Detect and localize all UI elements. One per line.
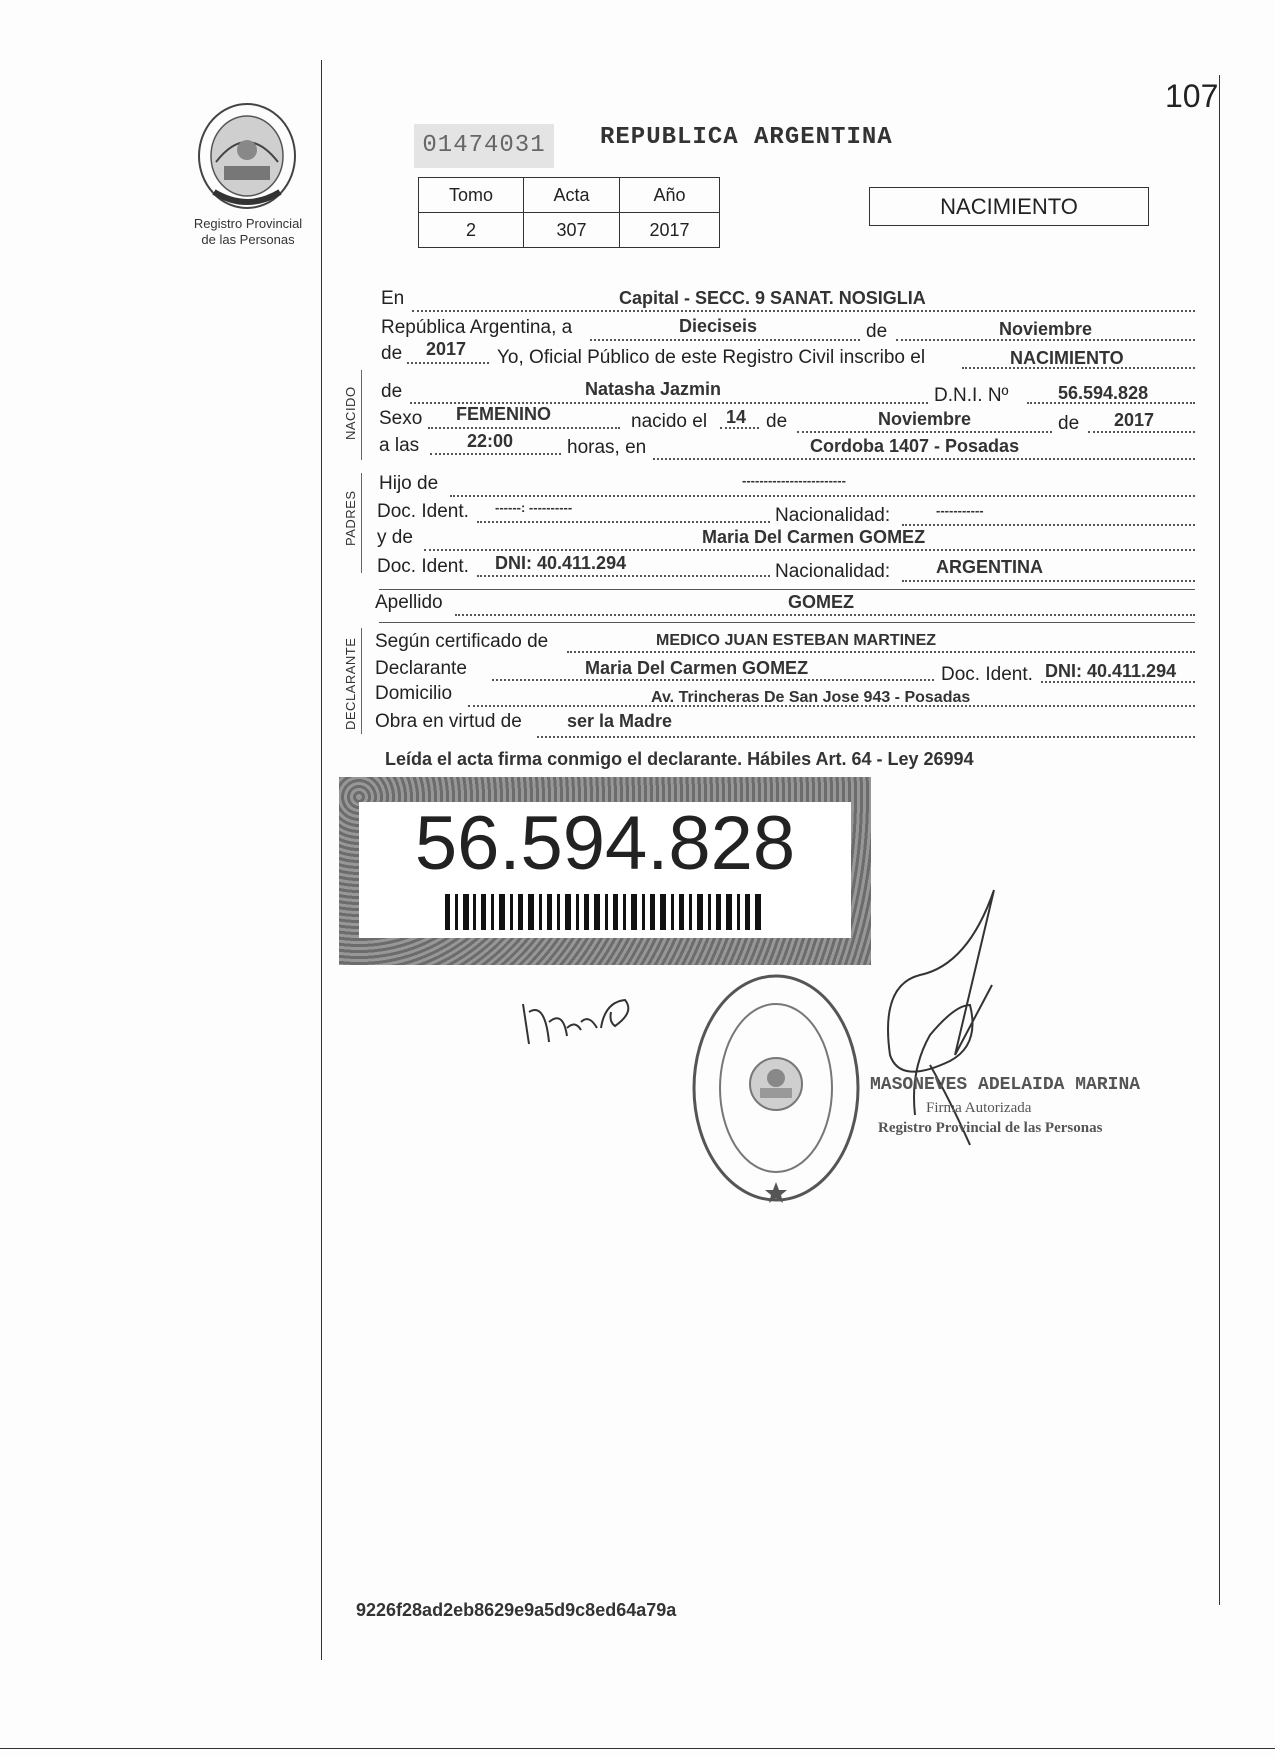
official-seal-icon xyxy=(690,972,862,1204)
section-label-declarante: DECLARANTE xyxy=(343,637,358,730)
republica-label: República Argentina, a xyxy=(381,317,573,338)
decl-doc-value: DNI: 40.411.294 xyxy=(1045,661,1177,681)
cert-label: Según certificado de xyxy=(375,631,549,652)
bottom-edge-line xyxy=(0,1748,1275,1749)
place-value: Capital - SECC. 9 SANAT. NOSIGLIA xyxy=(619,288,926,308)
domicilio-label: Domicilio xyxy=(375,683,453,704)
dni-label: D.N.I. Nº xyxy=(934,385,1009,406)
anio-header: Año xyxy=(620,178,720,213)
mother-doc-line xyxy=(477,575,770,577)
acta-value: 307 xyxy=(524,213,620,248)
father-doc-value: ------: ---------- xyxy=(495,500,573,515)
birth-place-value: Cordoba 1407 - Posadas xyxy=(810,436,1020,456)
official-stamp xyxy=(690,972,862,1204)
mother-label: y de xyxy=(377,527,413,548)
logo-caption-1: Registro Provincial xyxy=(193,216,303,231)
year-value: 2017 xyxy=(426,339,467,359)
inscription-value: NACIMIENTO xyxy=(1010,348,1124,368)
nacido-label: nacido el xyxy=(631,411,708,432)
mother-doc-label: Doc. Ident. xyxy=(377,556,469,577)
dni-value: 56.594.828 xyxy=(1058,383,1149,403)
father-doc-label: Doc. Ident. xyxy=(377,501,469,522)
section-label-nacido: NACIDO xyxy=(343,386,358,440)
birth-de1-label: de xyxy=(766,411,788,432)
handwritten-initials xyxy=(515,992,640,1052)
mother-nat-value: ARGENTINA xyxy=(936,557,1043,577)
left-margin-line xyxy=(321,60,322,1660)
father-nat-value: ----------- xyxy=(936,503,984,518)
declarante-label: Declarante xyxy=(375,658,467,679)
padres-bracket xyxy=(361,473,362,573)
hijo-label: Hijo de xyxy=(379,473,439,494)
sexo-value: FEMENINO xyxy=(456,404,552,424)
name-value: Natasha Jazmin xyxy=(585,379,722,399)
right-margin-line xyxy=(1219,75,1220,1605)
declarante-bracket xyxy=(361,628,362,734)
acta-header: Acta xyxy=(524,178,620,213)
alas-label: a las xyxy=(379,435,420,456)
signatory-office: Registro Provincial de las Personas xyxy=(878,1120,1103,1136)
sticker-label xyxy=(359,802,851,938)
volume-table xyxy=(418,177,720,248)
oficial-text: Yo, Oficial Público de este Registro Civil inscribo el xyxy=(497,347,926,368)
name-label: de xyxy=(381,381,403,402)
birth-year-line xyxy=(1088,431,1195,433)
mother-nat-line xyxy=(902,580,1195,582)
mother-nat-label: Nacionalidad: xyxy=(775,561,891,582)
father-nat-line xyxy=(902,524,1195,526)
country-title: REPUBLICA ARGENTINA xyxy=(600,124,893,151)
apellido-separator xyxy=(379,622,1195,623)
record-type-box: NACIMIENTO xyxy=(869,187,1149,226)
logo-caption-2: de las Personas xyxy=(201,232,295,247)
serial-number: 01474031 xyxy=(414,124,554,168)
birth-month-value: Noviembre xyxy=(878,409,972,429)
birth-year-value: 2017 xyxy=(1114,410,1155,430)
time-line xyxy=(430,453,561,455)
cert-value: MEDICO JUAN ESTEBAN MARTINEZ xyxy=(656,632,937,649)
year-line xyxy=(407,362,489,364)
place-line xyxy=(412,310,1195,312)
father-nat-label: Nacionalidad: xyxy=(775,505,891,526)
obra-line xyxy=(537,736,1195,738)
apellido-value: GOMEZ xyxy=(788,592,854,612)
nacido-bracket xyxy=(361,370,362,460)
sexo-label: Sexo xyxy=(379,408,423,429)
year-prefix-label: de xyxy=(381,343,403,364)
anio-value: 2017 xyxy=(620,213,720,248)
tomo-value: 2 xyxy=(419,213,524,248)
month-value: Noviembre xyxy=(999,319,1093,339)
section-label-padres: PADRES xyxy=(343,490,358,546)
provincial-logo xyxy=(196,102,298,210)
birth-place-line xyxy=(653,458,1195,460)
closing-text: Leída el acta firma conmigo el declarante. Hábiles Art. 64 - Ley 26994 xyxy=(385,749,974,769)
signatory-title: Firma Autorizada xyxy=(926,1100,1032,1116)
birth-de2-label: de xyxy=(1058,413,1080,434)
obra-value: ser la Madre xyxy=(567,711,673,731)
horas-label: horas, en xyxy=(567,437,647,458)
day-words-value: Dieciseis xyxy=(679,316,758,336)
sexo-line xyxy=(428,427,620,429)
father-doc-line xyxy=(477,521,770,523)
decl-doc-label: Doc. Ident. xyxy=(941,664,1033,685)
document-hash: 9226f28ad2eb8629e9a5d9c8ed64a79a xyxy=(356,1600,677,1620)
tomo-header: Tomo xyxy=(419,178,524,213)
padres-separator xyxy=(379,589,1195,590)
time-value: 22:00 xyxy=(467,431,514,451)
sticker-number: 56.594.828 xyxy=(414,801,796,886)
apellido-line xyxy=(455,614,1195,616)
father-value: ------------------------ xyxy=(742,473,846,488)
mother-value: Maria Del Carmen GOMEZ xyxy=(702,527,926,547)
de-label: de xyxy=(866,321,888,342)
en-label: En xyxy=(381,288,405,309)
page-number: 107 xyxy=(1165,78,1219,114)
apellido-label: Apellido xyxy=(375,592,443,613)
mother-line xyxy=(424,549,1195,551)
day-line xyxy=(590,339,860,341)
birth-day-value: 14 xyxy=(726,407,747,427)
birth-month-line xyxy=(797,431,1052,433)
domicilio-value: Av. Trincheras De San Jose 943 - Posadas xyxy=(651,689,971,706)
provincial-seal-icon xyxy=(196,102,298,210)
declarante-line xyxy=(492,679,934,681)
obra-label: Obra en virtud de xyxy=(375,711,522,732)
mother-doc-value: DNI: 40.411.294 xyxy=(495,553,627,573)
declarante-value: Maria Del Carmen GOMEZ xyxy=(585,658,809,678)
barcode-icon xyxy=(445,894,765,930)
id-sticker xyxy=(339,777,871,965)
signatory-name: MASONEVES ADELAIDA MARINA xyxy=(870,1075,1141,1095)
